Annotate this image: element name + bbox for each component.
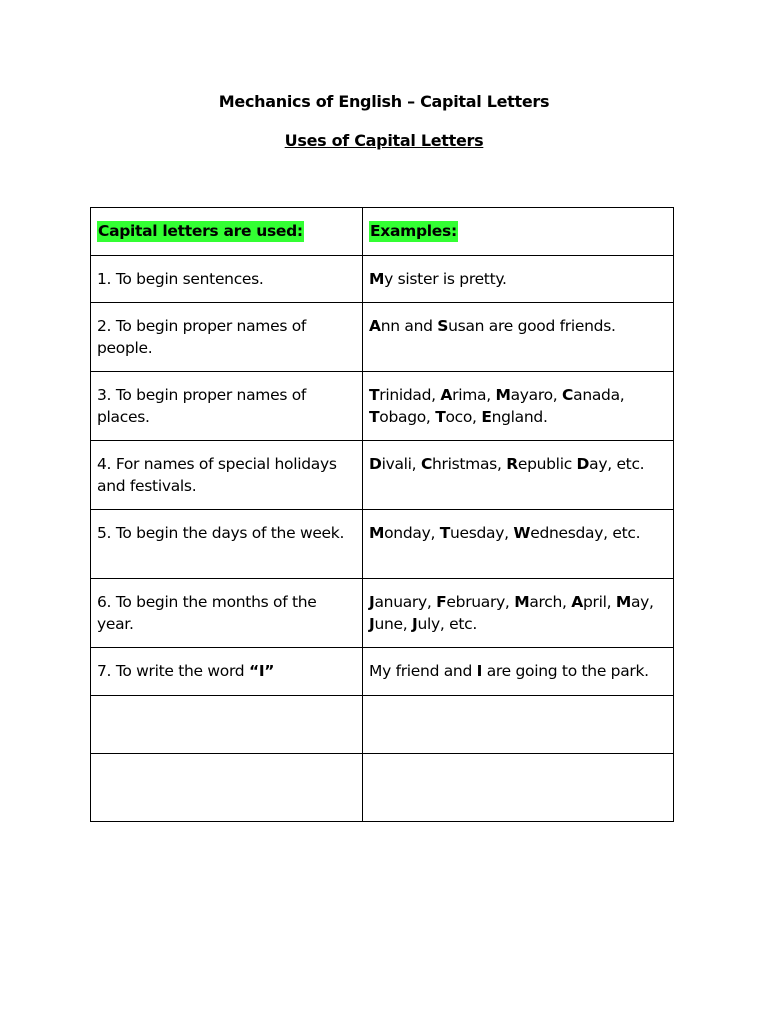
capital-letter: D [576, 455, 590, 473]
example-text: anada, [573, 386, 625, 404]
example-text: arch, [529, 593, 572, 611]
table-row [91, 256, 674, 303]
use-text: 7. To write the word [97, 662, 249, 680]
capital-letter: F [436, 593, 447, 611]
example-text: hristmas, [432, 455, 507, 473]
capital-letter: C [562, 386, 574, 404]
example-text: nn and [380, 317, 438, 335]
capital-letter: T [369, 408, 380, 426]
use-cell: 4. For names of special holidays and festivals. [91, 441, 363, 510]
capital-letter: A [369, 317, 381, 335]
capital-letter: J [412, 615, 418, 633]
capital-letter: M [615, 593, 631, 611]
header-uses-label: Capital letters are used: [98, 222, 303, 240]
capital-letter: M [369, 524, 385, 542]
table-header-row [91, 208, 674, 256]
example-text: obago, [379, 408, 436, 426]
capital-letter: A [440, 386, 453, 404]
table-row [91, 441, 674, 510]
example-cell [363, 303, 674, 372]
capital-letter: W [513, 524, 531, 542]
capital-letter: S [437, 317, 449, 335]
table-row [91, 510, 674, 579]
table-row-empty [91, 696, 674, 754]
example-text: uly, etc. [417, 615, 478, 633]
use-cell [91, 648, 363, 696]
example-cell [363, 372, 674, 441]
example-text: y sister is pretty. [384, 270, 507, 288]
capital-letter: T [439, 524, 450, 542]
example-cell [363, 256, 674, 303]
capital-letter: D [369, 455, 382, 473]
capital-letter: J [369, 615, 375, 633]
header-cell-examples [363, 208, 674, 256]
example-text: rinidad, [379, 386, 441, 404]
header-examples-label: Examples: [370, 222, 457, 240]
example-cell [363, 510, 674, 579]
use-cell: 2. To begin proper names of people. [91, 303, 363, 372]
example-text: rima, [452, 386, 496, 404]
capital-letter: M [369, 270, 385, 288]
table-row [91, 648, 674, 696]
example-text: are going to the park. [482, 662, 649, 680]
example-cell-empty [363, 754, 674, 822]
document-title: Mechanics of English – Capital Letters [218, 92, 550, 111]
capital-letter: M [495, 386, 511, 404]
use-text-bold: “I” [248, 662, 275, 680]
use-cell-empty [91, 696, 363, 754]
example-text: une, [374, 615, 413, 633]
capital-letter: J [369, 593, 375, 611]
capital-letter: R [506, 455, 518, 473]
example-text: ivali, [381, 455, 421, 473]
table-row [91, 579, 674, 648]
capital-letter: I [476, 662, 483, 680]
capital-letters-table [90, 207, 674, 822]
example-text: epublic [517, 455, 577, 473]
capital-letter: T [369, 386, 380, 404]
example-text: onday, [384, 524, 440, 542]
capital-letter: E [481, 408, 492, 426]
example-text: oco, [445, 408, 482, 426]
capital-letter: C [420, 455, 433, 473]
example-cell [363, 441, 674, 510]
table-row [91, 303, 674, 372]
capital-letter: T [435, 408, 446, 426]
example-cell [363, 579, 674, 648]
capital-letter: A [571, 593, 583, 611]
example-cell [363, 648, 674, 696]
use-cell: 5. To begin the days of the week. [91, 510, 363, 579]
example-text: ay, [630, 593, 654, 611]
example-text: ngland. [491, 408, 548, 426]
example-text: pril, [582, 593, 616, 611]
use-cell: 6. To begin the months of the year. [91, 579, 363, 648]
table-row [91, 372, 674, 441]
example-text: ay, etc. [589, 455, 645, 473]
example-text: ebruary, [446, 593, 515, 611]
example-text: ayaro, [510, 386, 563, 404]
table-row-empty [91, 754, 674, 822]
example-text: anuary, [374, 593, 437, 611]
use-cell: 1. To begin sentences. [91, 256, 363, 303]
use-cell-empty [91, 754, 363, 822]
capital-letter: M [514, 593, 530, 611]
example-text: My friend and [369, 662, 477, 680]
document-subtitle: Uses of Capital Letters [284, 131, 484, 150]
example-text: uesday, [449, 524, 514, 542]
example-text: usan are good friends. [448, 317, 616, 335]
header-cell-uses [91, 208, 363, 256]
example-cell-empty [363, 696, 674, 754]
example-text: ednesday, etc. [530, 524, 641, 542]
use-cell: 3. To begin proper names of places. [91, 372, 363, 441]
